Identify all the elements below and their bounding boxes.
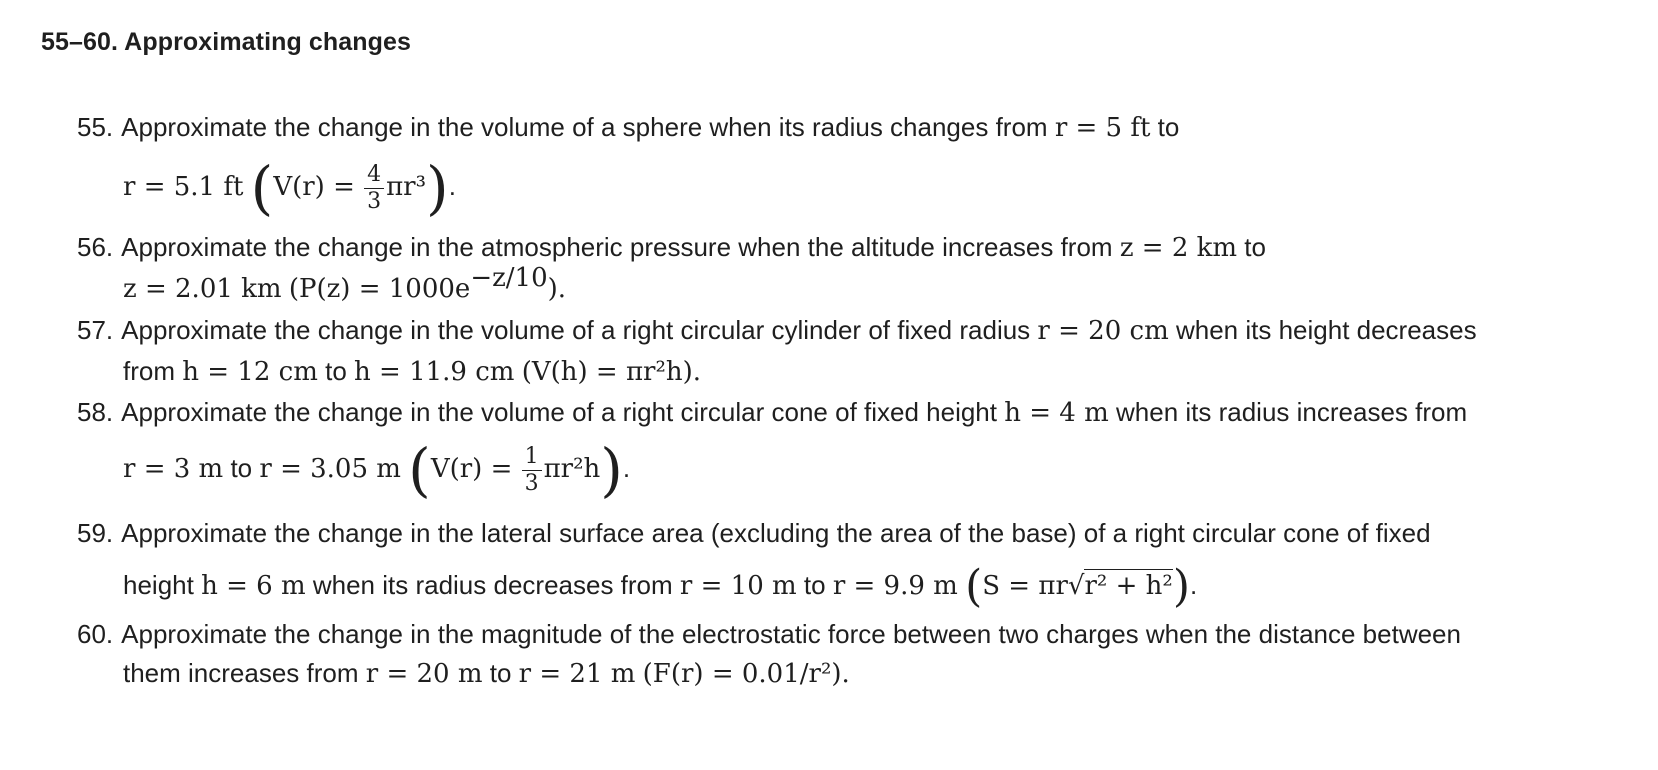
formula-end: ). [547, 274, 567, 304]
math-expression: h = 6 m [201, 571, 306, 601]
formula-rhs: πr²h [543, 454, 601, 484]
problem-text: Approximate the change in the magnitude of the electrostatic force between two charges when the distance between [121, 619, 1461, 649]
math-expression: r = 20 m [365, 659, 483, 689]
problem-56-line-2 [123, 263, 567, 306]
problem-59-line-1 [77, 516, 1431, 550]
problem-57-line-2 [123, 354, 701, 389]
formula-lhs: V(r) = [430, 454, 513, 484]
math-expression: r = 20 cm [1037, 316, 1169, 346]
problem-55-line-1 [77, 110, 1179, 145]
fraction [522, 444, 542, 497]
problem-text: Approximate the change in the volume of a right circular cone of fixed height [121, 397, 997, 427]
math-expression: h = 4 m [1004, 398, 1109, 428]
left-paren: ( [965, 561, 983, 613]
problem-text: Approximate the change in the lateral surface area (excluding the area of the base) of a right circular cone of fixed [121, 518, 1431, 548]
problem-58-line-2 [123, 428, 630, 509]
math-expression: r = 21 m [518, 659, 636, 689]
right-paren: ) [1172, 561, 1190, 613]
connector-text: to [803, 570, 826, 600]
problem-number: 58. [77, 397, 114, 427]
sqrt-symbol: √ [1067, 571, 1085, 601]
problem-text: them increases from [123, 658, 359, 688]
problem-text: Approximate the change in the atmospheric pressure when the altitude increases from [121, 232, 1113, 262]
problem-57-line-1 [77, 313, 1477, 348]
formula-rhs: πr³ [386, 172, 427, 202]
problem-59-line-2 [123, 555, 1197, 617]
period: . [448, 171, 456, 201]
left-paren: ( [408, 436, 431, 505]
connector-text: to [325, 356, 347, 386]
problem-58-line-1 [77, 395, 1467, 430]
problem-56-line-1 [77, 230, 1266, 265]
exponent: −z/10 [470, 263, 548, 293]
radicand: r² + h² [1084, 571, 1173, 601]
formula-lhs: S = πr [982, 571, 1068, 601]
fraction-numerator: 4 [364, 162, 384, 189]
math-expression: h = 12 cm [182, 357, 318, 387]
problem-text: Approximate the change in the volume of a right circular cylinder of fixed radius [121, 315, 1031, 345]
formula: (P(z) = 1000e [288, 274, 471, 304]
math-expression: r = 10 m [679, 571, 797, 601]
problem-number: 56. [77, 232, 114, 262]
problem-text: Approximate the change in the volume of a sphere when its radius changes from [121, 112, 1048, 142]
problem-text: when its radius decreases from [312, 570, 673, 600]
math-expression: r = 9.9 m [832, 571, 958, 601]
problem-number: 60. [77, 619, 114, 649]
formula: (V(h) = πr²h). [521, 357, 702, 387]
fraction [364, 162, 384, 215]
math-expression: r = 5.1 ft [123, 172, 244, 202]
math-expression: h = 11.9 cm [354, 357, 515, 387]
problem-number: 55. [77, 112, 114, 142]
problem-number: 57. [77, 315, 114, 345]
connector-text: height [123, 570, 194, 600]
fraction-denominator: 3 [524, 470, 539, 496]
formula-lhs: V(r) = [273, 172, 355, 202]
connector-text: to [1157, 112, 1180, 142]
math-expression: z = 2.01 km [123, 274, 282, 304]
math-expression: z = 2 km [1119, 233, 1238, 263]
connector-text: to [489, 658, 512, 688]
problem-60-line-2 [123, 656, 850, 691]
problem-number: 59. [77, 518, 114, 548]
connector-text: from [123, 356, 175, 386]
fraction-numerator: 1 [522, 444, 542, 471]
fraction-denominator: 3 [367, 188, 382, 214]
connector-text: to [230, 453, 253, 483]
right-paren: ) [426, 154, 449, 223]
left-paren: ( [250, 154, 274, 223]
period: . [622, 453, 631, 483]
period: . [1189, 570, 1198, 600]
right-paren: ) [600, 436, 623, 505]
problem-text: when its radius increases from [1116, 397, 1468, 427]
problem-text: when its height decreases [1175, 315, 1477, 345]
math-expression: r = 3.05 m [259, 454, 401, 484]
math-expression: r = 5 ft [1054, 113, 1151, 143]
problem-55-line-2 [123, 146, 456, 227]
formula: (F(r) = 0.01/r²). [642, 659, 850, 689]
math-expression: r = 3 m [123, 454, 224, 484]
section-heading: 55–60. Approximating changes [41, 28, 412, 56]
problem-60-line-1 [77, 617, 1461, 651]
connector-text: to [1244, 232, 1266, 262]
